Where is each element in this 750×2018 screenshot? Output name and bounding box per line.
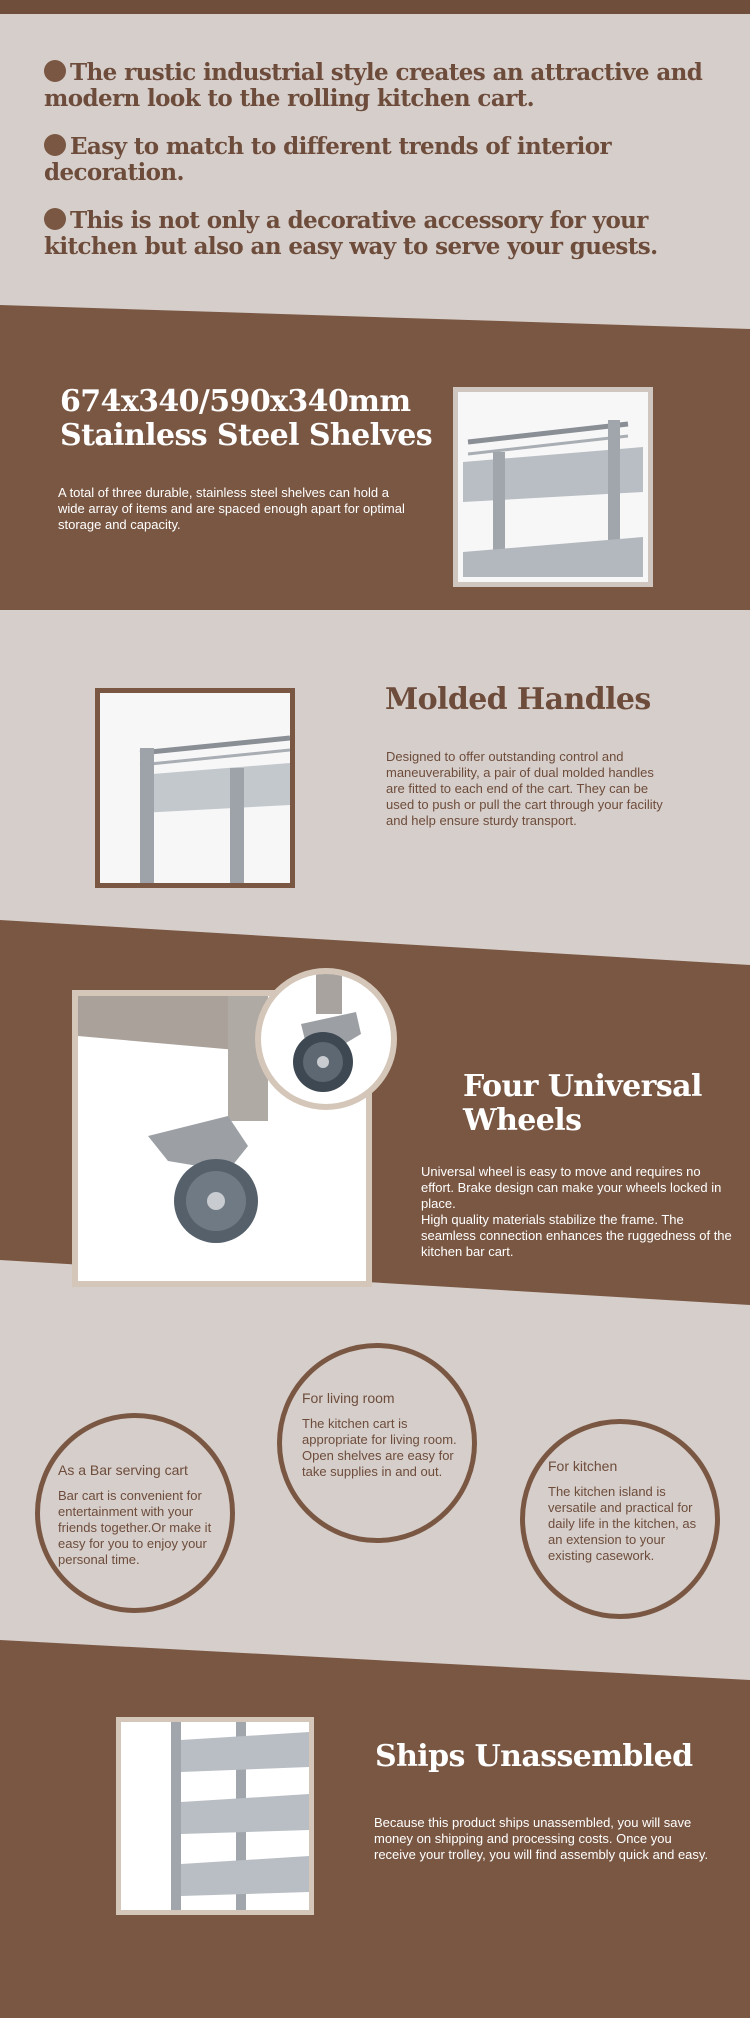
bullet-dot-icon	[44, 60, 66, 82]
cart-frame-icon	[121, 1722, 309, 1910]
handle-icon	[100, 693, 290, 883]
wheel-closeup-photo	[255, 968, 397, 1110]
use-title: As a Bar serving cart	[58, 1462, 188, 1478]
ships-title: Ships Unassembled	[375, 1739, 693, 1774]
handles-description: Designed to offer outstanding control and maneuverability, a pair of dual molded handles are fitted to each end of the cart. They can be used to push or pull the cart through your facility and help ensure sturdy transport.	[386, 749, 663, 828]
bullet-dot-icon	[44, 208, 66, 230]
intro-bullets	[44, 60, 734, 282]
intro-bullet: Easy to match to different trends of interior decoration.	[44, 133, 612, 186]
top-bar	[0, 0, 750, 14]
wheel-closeup-icon	[261, 974, 391, 1104]
use-title: For living room	[302, 1390, 395, 1406]
wheels-title: Four Universal Wheels	[463, 1069, 702, 1138]
handles-photo	[95, 688, 295, 888]
use-text: The kitchen island is versatile and practical for daily life in the kitchen, as an extension to your existing casework.	[548, 1484, 697, 1563]
shelf-cart-icon	[458, 392, 648, 582]
shelves-description: A total of three durable, stainless steel shelves can hold a wide array of items and are spaced enough apart for optimal storage and capacity.	[58, 485, 405, 532]
bullet-dot-icon	[44, 134, 66, 156]
ships-description: Because this product ships unassembled, you will save money on shipping and processing costs. Once you receive your trolley, you will find assembly quick and easy.	[374, 1815, 709, 1862]
use-text: Bar cart is convenient for entertainment with your friends together.Or make it easy for you to enjoy your personal time.	[58, 1488, 212, 1567]
shelves-photo	[453, 387, 653, 587]
use-title: For kitchen	[548, 1458, 618, 1474]
wheels-description: Universal wheel is easy to move and requires no effort. Brake design can make your wheels locked in place. High quality materials stabilize the frame. The seamless connection enhances the ruggedness of the kitchen bar cart.	[421, 1164, 732, 1259]
handles-title: Molded Handles	[385, 682, 651, 717]
intro-bullet: This is not only a decorative accessory for your kitchen but also an easy way to serve your guests.	[44, 207, 658, 260]
use-text: The kitchen cart is appropriate for living room. Open shelves are easy for take supplies in and out.	[302, 1416, 457, 1479]
shelves-title: 674x340/590x340mm Stainless Steel Shelves	[60, 384, 432, 453]
ships-photo	[116, 1717, 314, 1915]
intro-bullet: The rustic industrial style creates an attractive and modern look to the rolling kitchen cart.	[44, 59, 703, 112]
